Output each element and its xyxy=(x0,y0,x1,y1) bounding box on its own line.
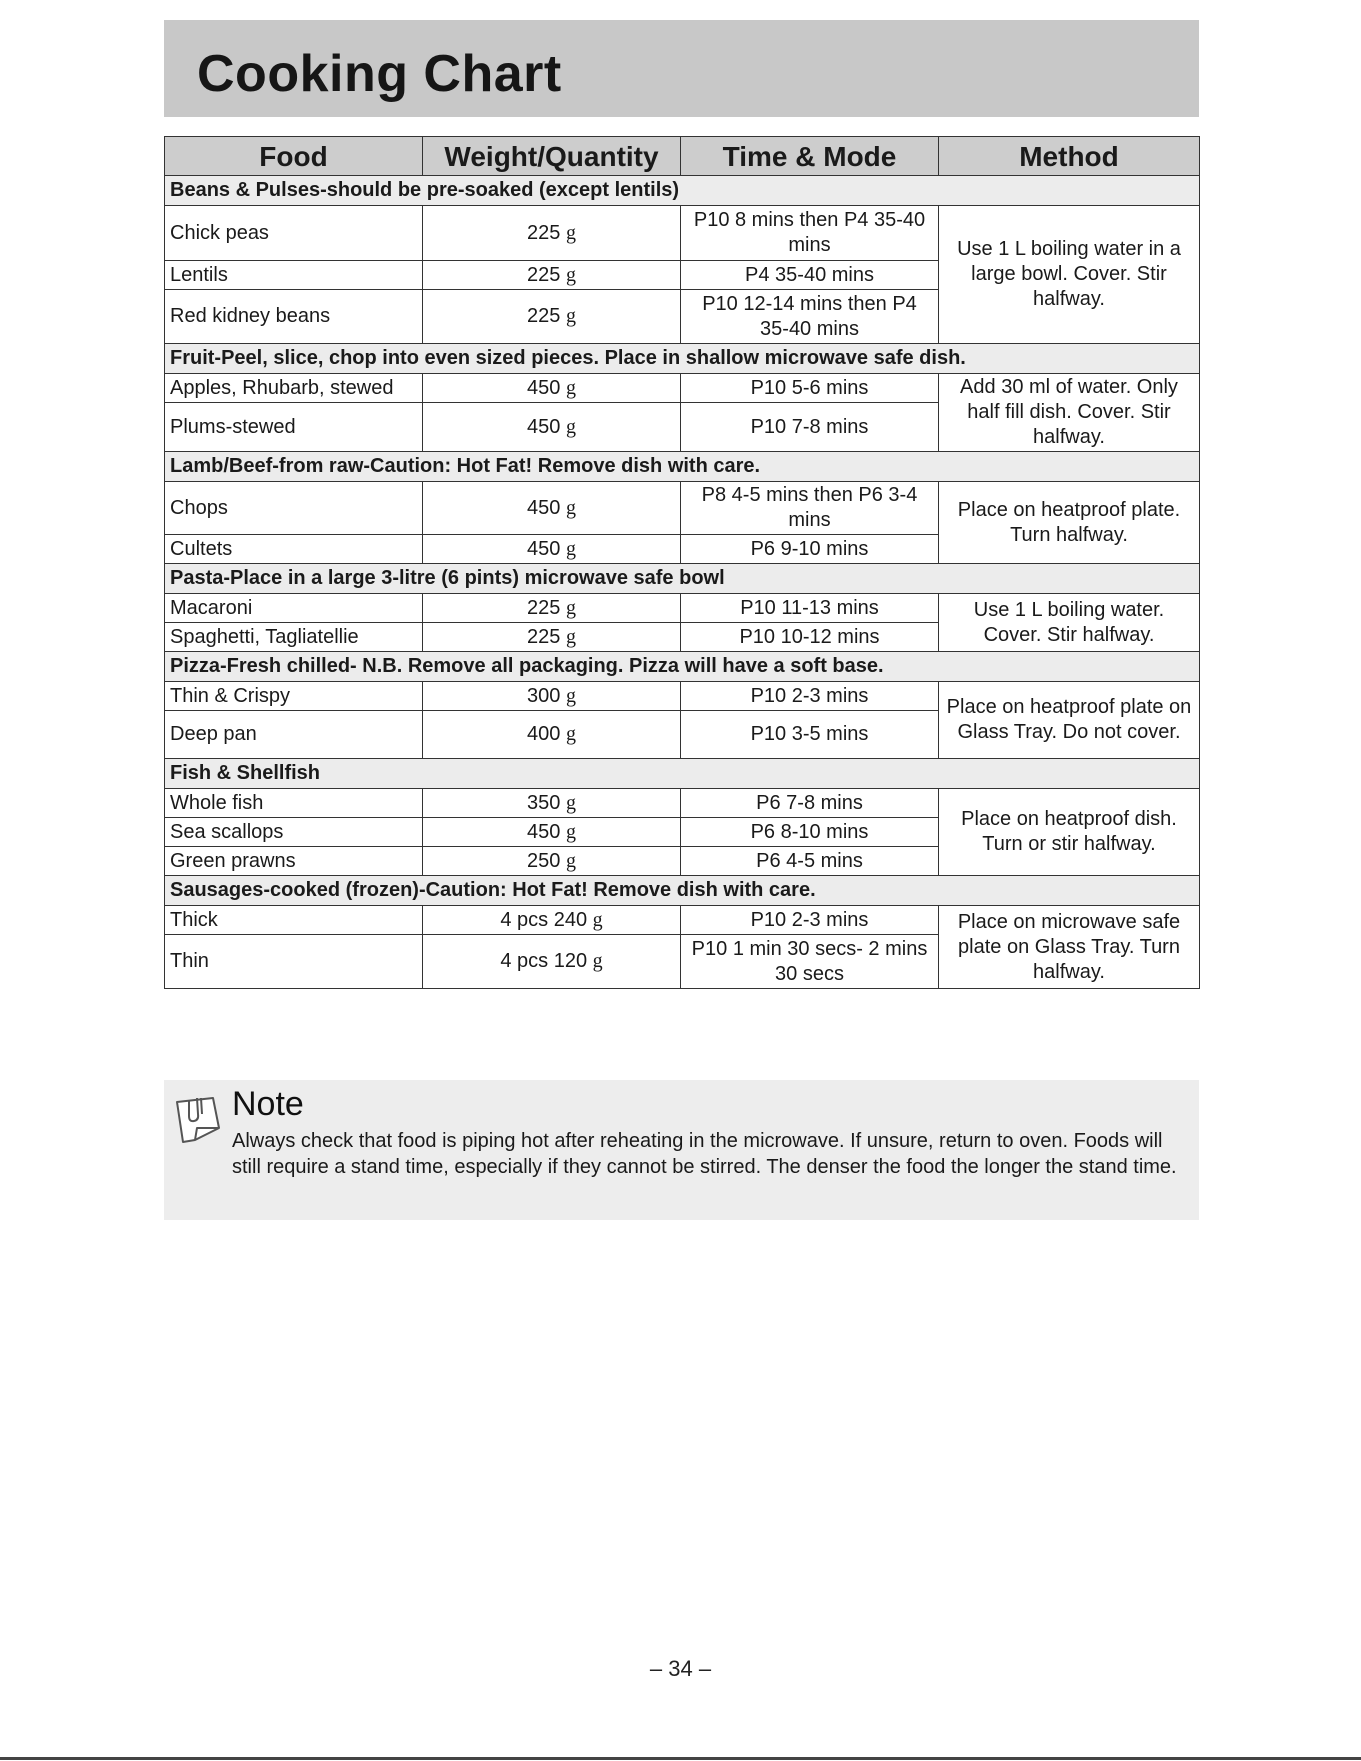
weight-value: 225 xyxy=(527,221,561,244)
weight-value: 225 xyxy=(527,596,561,619)
food-cell: Macaroni xyxy=(165,594,423,623)
weight-cell xyxy=(423,682,681,711)
weight-value: 350 xyxy=(527,791,561,814)
weight-value: 225 xyxy=(527,625,561,648)
food-cell: Plums-stewed xyxy=(165,403,423,452)
table-row xyxy=(165,482,1200,535)
section-heading-row xyxy=(165,344,1200,374)
weight-unit: g xyxy=(565,625,576,648)
time-mode-cell: P10 1 min 30 secs- 2 mins 30 secs xyxy=(681,935,939,989)
table-row xyxy=(165,906,1200,935)
food-cell: Thick xyxy=(165,906,423,935)
weight-unit: g xyxy=(565,820,576,843)
page-title: Cooking Chart xyxy=(197,45,562,103)
weight-value: 250 xyxy=(527,849,561,872)
food-cell: Chick peas xyxy=(165,206,423,261)
section-heading: Pizza-Fresh chilled- N.B. Remove all packaging. Pizza will have a soft base. xyxy=(165,652,1200,682)
weight-unit: g xyxy=(565,723,576,745)
weight-cell xyxy=(423,290,681,344)
time-mode-cell: P10 12-14 mins then P4 35-40 mins xyxy=(681,290,939,344)
section-heading: Sausages-cooked (frozen)-Caution: Hot Fat! Remove dish with care. xyxy=(165,876,1200,906)
method-cell: Place on heatproof dish. Turn or stir halfway. xyxy=(939,789,1200,876)
title-band xyxy=(164,20,1199,117)
section-heading: Beans & Pulses-should be pre-soaked (except lentils) xyxy=(165,176,1200,206)
time-mode-cell: P8 4-5 mins then P6 3-4 mins xyxy=(681,482,939,535)
weight-value: 450 xyxy=(527,820,561,843)
table-row xyxy=(165,789,1200,818)
weight-value: 400 xyxy=(527,723,561,745)
method-cell: Use 1 L boiling water. Cover. Stir halfway. xyxy=(939,594,1200,652)
time-mode-cell: P6 7-8 mins xyxy=(681,789,939,818)
weight-value: 450 xyxy=(527,537,561,560)
food-cell: Red kidney beans xyxy=(165,290,423,344)
table-row xyxy=(165,594,1200,623)
weight-cell xyxy=(423,403,681,452)
method-cell: Place on heatproof plate on Glass Tray. Do not cover. xyxy=(939,682,1200,759)
section-heading-row xyxy=(165,759,1200,789)
time-mode-cell: P10 3-5 mins xyxy=(681,711,939,759)
weight-unit: g xyxy=(565,263,576,286)
time-mode-cell: P10 2-3 mins xyxy=(681,682,939,711)
weight-unit: g xyxy=(565,596,576,619)
weight-cell xyxy=(423,623,681,652)
weight-value: 450 xyxy=(527,376,561,399)
time-mode-cell: P6 9-10 mins xyxy=(681,535,939,564)
method-cell: Use 1 L boiling water in a large bowl. Cover. Stir halfway. xyxy=(939,206,1200,344)
time-mode-cell: P10 8 mins then P4 35-40 mins xyxy=(681,206,939,261)
food-cell: Green prawns xyxy=(165,847,423,876)
header-weight: Weight/Quantity xyxy=(423,137,681,176)
header-row xyxy=(165,137,1200,176)
weight-value: 225 xyxy=(527,305,561,327)
header-method: Method xyxy=(939,137,1200,176)
time-mode-cell: P6 4-5 mins xyxy=(681,847,939,876)
section-heading: Lamb/Beef-from raw-Caution: Hot Fat! Remove dish with care. xyxy=(165,452,1200,482)
cooking-chart-table xyxy=(164,136,1200,989)
weight-cell xyxy=(423,482,681,535)
time-mode-cell: P6 8-10 mins xyxy=(681,818,939,847)
weight-unit: g xyxy=(592,908,603,931)
time-mode-cell: P4 35-40 mins xyxy=(681,261,939,290)
food-cell: Lentils xyxy=(165,261,423,290)
weight-cell xyxy=(423,935,681,989)
food-cell: Cultets xyxy=(165,535,423,564)
weight-unit: g xyxy=(565,849,576,872)
note-box xyxy=(164,1080,1199,1220)
weight-unit: g xyxy=(565,684,576,707)
weight-cell xyxy=(423,535,681,564)
section-heading: Pasta-Place in a large 3-litre (6 pints) microwave safe bowl xyxy=(165,564,1200,594)
weight-unit: g xyxy=(565,376,576,399)
weight-value: 450 xyxy=(527,496,561,519)
section-heading: Fish & Shellfish xyxy=(165,759,1200,789)
weight-cell xyxy=(423,906,681,935)
food-cell: Whole fish xyxy=(165,789,423,818)
weight-cell xyxy=(423,711,681,759)
weight-unit: g xyxy=(565,537,576,560)
method-cell: Place on heatproof plate. Turn halfway. xyxy=(939,482,1200,564)
time-mode-cell: P10 7-8 mins xyxy=(681,403,939,452)
food-cell: Thin xyxy=(165,935,423,989)
weight-unit: g xyxy=(565,221,576,244)
food-cell: Sea scallops xyxy=(165,818,423,847)
weight-cell xyxy=(423,789,681,818)
weight-unit: g xyxy=(565,791,576,814)
section-heading-row xyxy=(165,452,1200,482)
food-cell: Spaghetti, Tagliatellie xyxy=(165,623,423,652)
weight-value: 300 xyxy=(527,684,561,707)
section-heading-row xyxy=(165,564,1200,594)
weight-cell xyxy=(423,594,681,623)
food-cell: Deep pan xyxy=(165,711,423,759)
note-pad-icon xyxy=(173,1090,225,1146)
weight-cell xyxy=(423,261,681,290)
table-row xyxy=(165,682,1200,711)
page-number: – 34 – xyxy=(649,1656,712,1681)
weight-value: 225 xyxy=(527,263,561,286)
bottom-rule xyxy=(0,1757,1361,1760)
time-mode-cell: P10 2-3 mins xyxy=(681,906,939,935)
chart-body xyxy=(165,176,1200,989)
method-cell: Place on microwave safe plate on Glass Tray. Turn halfway. xyxy=(939,906,1200,989)
time-mode-cell: P10 10-12 mins xyxy=(681,623,939,652)
weight-cell xyxy=(423,374,681,403)
header-time-mode: Time & Mode xyxy=(681,137,939,176)
weight-value: 4 pcs 240 xyxy=(500,908,588,931)
weight-cell xyxy=(423,818,681,847)
weight-unit: g xyxy=(592,950,603,972)
food-cell: Chops xyxy=(165,482,423,535)
weight-cell xyxy=(423,206,681,261)
time-mode-cell: P10 11-13 mins xyxy=(681,594,939,623)
table-row xyxy=(165,374,1200,403)
weight-value: 4 pcs 120 xyxy=(500,950,588,972)
section-heading-row xyxy=(165,652,1200,682)
food-cell: Thin & Crispy xyxy=(165,682,423,711)
note-title: Note xyxy=(232,1085,304,1123)
time-mode-cell: P10 5-6 mins xyxy=(681,374,939,403)
weight-unit: g xyxy=(565,415,576,438)
weight-value: 450 xyxy=(527,415,561,438)
weight-unit: g xyxy=(565,305,576,327)
header-food: Food xyxy=(165,137,423,176)
table-row xyxy=(165,206,1200,261)
food-cell: Apples, Rhubarb, stewed xyxy=(165,374,423,403)
note-body: Always check that food is piping hot after reheating in the microwave. If unsure, return to oven. Foods will still require a stand time, especially if they cannot be stirred. The denser the food the longer the stand time. xyxy=(232,1130,1177,1178)
section-heading-row xyxy=(165,876,1200,906)
weight-cell xyxy=(423,847,681,876)
section-heading: Fruit-Peel, slice, chop into even sized pieces. Place in shallow microwave safe dish. xyxy=(165,344,1200,374)
weight-unit: g xyxy=(565,496,576,519)
method-cell: Add 30 ml of water. Only half fill dish. Cover. Stir halfway. xyxy=(939,374,1200,452)
section-heading-row xyxy=(165,176,1200,206)
